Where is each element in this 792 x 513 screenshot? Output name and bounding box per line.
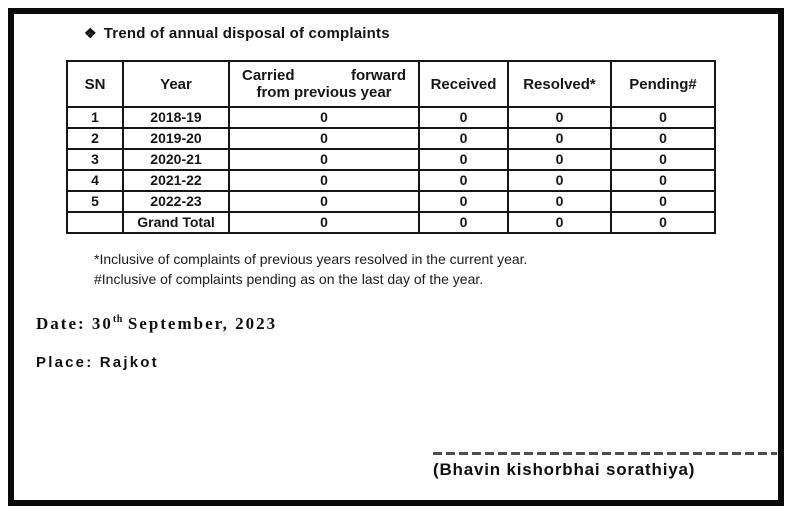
cell-total-label: Grand Total — [123, 212, 229, 233]
date-line — [36, 314, 277, 334]
table-row — [67, 191, 715, 212]
cell-carried: 0 — [229, 128, 419, 149]
date-ordinal-suffix: th — [112, 314, 123, 326]
diamond-bullet-icon: ❖ — [84, 25, 97, 41]
cell-sn: 1 — [67, 107, 123, 128]
date-month-year: September, 2023 — [127, 314, 278, 333]
cell-sn: 5 — [67, 191, 123, 212]
carried-word-2: forward — [350, 67, 406, 84]
col-header-year: Year — [123, 61, 229, 107]
cell-pending: 0 — [611, 128, 715, 149]
section-title-text: Trend of annual disposal of complaints — [103, 25, 390, 42]
table-header-row — [67, 61, 715, 107]
grand-total-row — [67, 212, 715, 233]
cell-sn-empty — [67, 212, 123, 233]
cell-received: 0 — [419, 107, 508, 128]
cell-pending: 0 — [611, 107, 715, 128]
cell-year: 2021-22 — [123, 170, 229, 191]
place-line: Place: Rajkot — [36, 354, 159, 371]
cell-resolved: 0 — [508, 128, 611, 149]
cell-year: 2022-23 — [123, 191, 229, 212]
cell-carried: 0 — [229, 149, 419, 170]
signature-block — [433, 452, 777, 480]
table-row — [67, 149, 715, 170]
cell-carried: 0 — [229, 170, 419, 191]
signature-name: (Bhavin kishorbhai sorathiya) — [433, 460, 696, 479]
col-header-resolved: Resolved* — [508, 61, 611, 107]
cell-resolved: 0 — [508, 191, 611, 212]
cell-pending: 0 — [611, 149, 715, 170]
footnote-resolved: *Inclusive of complaints of previous years resolved in the current year. — [94, 251, 528, 267]
col-header-pending: Pending# — [611, 61, 715, 107]
table-row — [67, 107, 715, 128]
col-header-carried-forward — [229, 61, 419, 107]
cell-received: 0 — [419, 191, 508, 212]
cell-resolved: 0 — [508, 170, 611, 191]
cell-resolved: 0 — [508, 149, 611, 170]
section-title — [84, 25, 390, 42]
col-header-sn: SN — [67, 61, 123, 107]
cell-total-received: 0 — [419, 212, 508, 233]
cell-total-carried: 0 — [229, 212, 419, 233]
cell-pending: 0 — [611, 191, 715, 212]
cell-year: 2019-20 — [123, 128, 229, 149]
cell-sn: 3 — [67, 149, 123, 170]
table-row — [67, 128, 715, 149]
cell-received: 0 — [419, 128, 508, 149]
complaints-table — [66, 60, 716, 234]
col-header-received: Received — [419, 61, 508, 107]
cell-carried: 0 — [229, 191, 419, 212]
footnotes — [94, 249, 527, 289]
footnote-pending: #Inclusive of complaints pending as on the last day of the year. — [94, 271, 484, 287]
cell-year: 2020-21 — [123, 149, 229, 170]
carried-line-2: from previous year — [256, 84, 392, 101]
cell-carried: 0 — [229, 107, 419, 128]
cell-total-pending: 0 — [611, 212, 715, 233]
cell-total-resolved: 0 — [508, 212, 611, 233]
cell-year: 2018-19 — [123, 107, 229, 128]
cell-resolved: 0 — [508, 107, 611, 128]
table-row — [67, 170, 715, 191]
cell-received: 0 — [419, 170, 508, 191]
cell-sn: 4 — [67, 170, 123, 191]
cell-pending: 0 — [611, 170, 715, 191]
date-text: Date: 30 — [36, 314, 113, 333]
cell-sn: 2 — [67, 128, 123, 149]
carried-word-1: Carried — [242, 67, 295, 84]
cell-received: 0 — [419, 149, 508, 170]
signature-dashed-line — [433, 452, 777, 455]
